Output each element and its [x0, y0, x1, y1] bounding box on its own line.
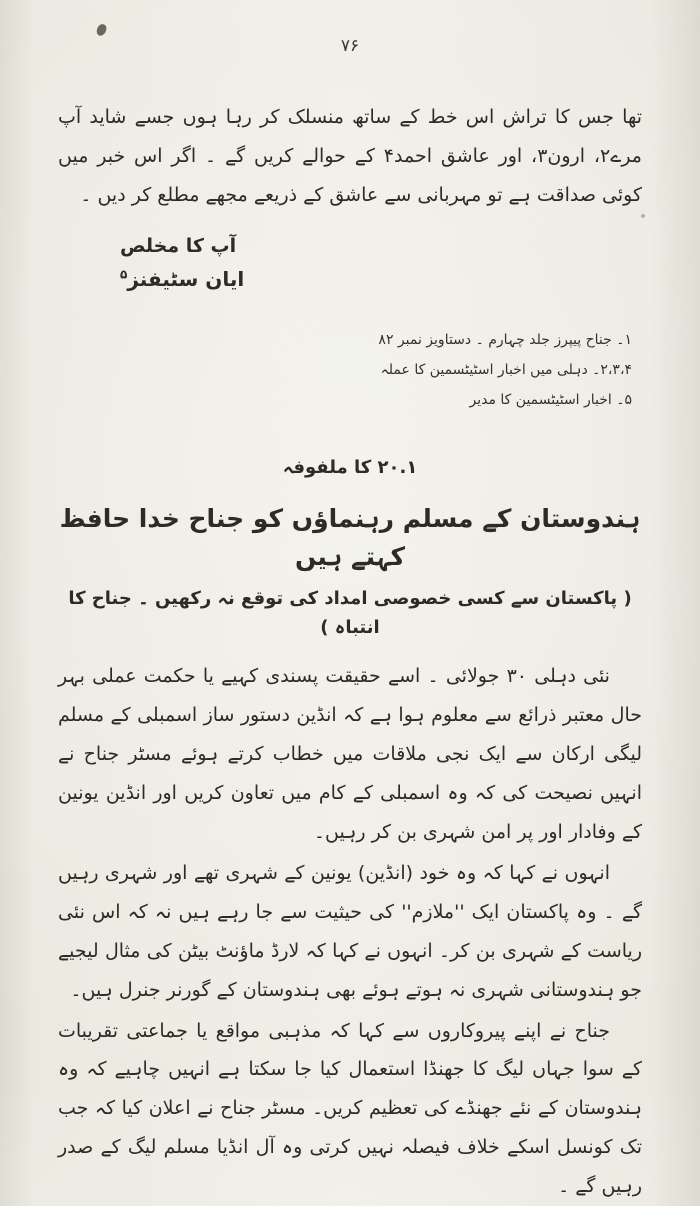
footnote-3: ۵۔ اخبار اسٹیٹسمین کا مدیر [469, 392, 632, 409]
article-headline: ہندوستان کے مسلم رہنماؤں کو جناح خدا حافظ کہتے ہیں [59, 504, 641, 571]
article-paragraph-3: جناح نے اپنے پیروکاروں سے کہا کہ مذہبی مواقع یا جماعتی تقریبات کے سوا جہاں لیگ کا جھنڈا استعمال کیا جا سکتا ہے انہیں چاہیے کہ وہ ہندوستان کے نئے جھنڈے کی تعظیم کریں۔ مسٹر جناح نے اعلان کیا کہ جب تک کونسل اسکے خلاف فیصلہ نہیں کرتی وہ آل انڈیا مسلم لیگ کے صدر رہیں گے ۔ [58, 1019, 642, 1198]
footnotes-block [58, 325, 642, 415]
article-subheadline: ( پاکستان سے کسی خصوصی امداد کی توقع نہ رکھیں ۔ جناح کا انتباہ ) [68, 588, 632, 639]
letter-signature [58, 267, 642, 291]
page-number: ۷۶ [340, 36, 360, 56]
article-paragraph-1: نئی دہلی ۳۰ جولائی ۔ اسے حقیقت پسندی کہیے یا حکمت عملی بہر حال معتبر ذرائع سے معلوم ہوا ہے کہ انڈین دستور ساز اسمبلی کے مسلم لیگی ارکان سے ایک نجی ملاقات میں خطاب کرتے ہوئے مسٹر جناح نے انہیں نصیحت کی کہ وہ اسمبلی کے کام میں تعاون کریں اور انڈین یونین کے وفادار اور پر امن شہری بن کر رہیں۔ [58, 665, 642, 843]
article-paragraph-2: انہوں نے کہا کہ وہ خود (انڈین) یونین کے شہری تھے اور شہری رہیں گے ۔ وہ پاکستان ایک ''ملازم'' کی حیثیت سے جا رہے ہیں نہ کہ اس نئی ریاست کے شہری بن کر۔ انہوں نے کہا کہ لارڈ ماؤنٹ بیٹن کی مثال لیجیے جو ہندوستانی شہری نہ ہوتے ہوئے بھی ہندوستان کے گورنر جنرل ہیں۔ [58, 861, 642, 1001]
section-label: ۲۰.۱ کا ملفوفہ [282, 457, 418, 479]
footnote-1: ۱۔ جناح پیپرز جلد چہارم ۔ دستاویز نمبر ۸۲ [378, 332, 632, 349]
footnote-2: ۲،۳،۴۔ دہلی میں اخبار اسٹیٹسمین کا عملہ [380, 362, 632, 379]
letter-closing: آپ کا مخلص [120, 234, 237, 257]
letter-body: تھا جس کا تراش اس خط کے ساتھ منسلک کر رہا ہوں جسے شاید آپ مرے۲، ارون۳، اور عاشق احمد۴ کے حوالے کریں گے ۔ اگر اس خبر میں کوئی صداقت ہے تو مہربانی سے عاشق کے ذریعے مجھے مطلع کر دیں ۔ [58, 106, 642, 206]
signature-footnote-ref: ۵ [120, 267, 128, 282]
signature-name: ایان سٹیفنز [127, 267, 245, 292]
